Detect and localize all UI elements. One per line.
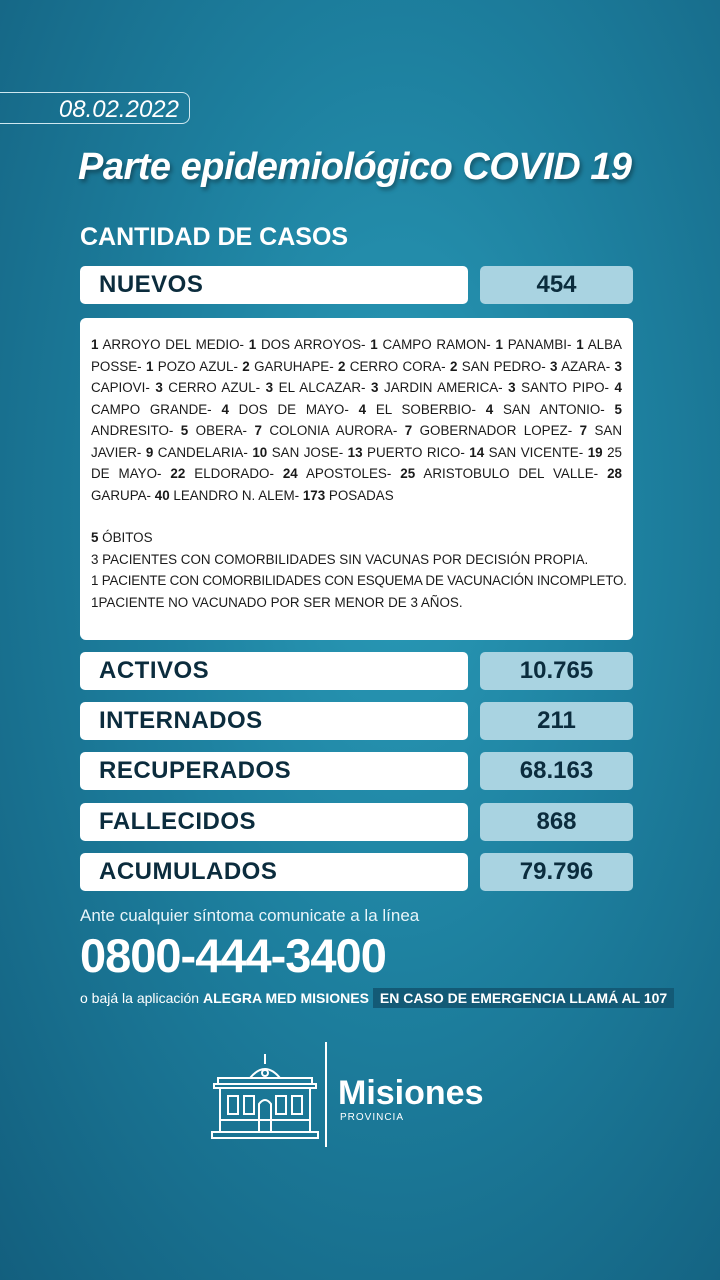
location-name: CAPIOVI- xyxy=(91,380,156,395)
location-count: 2 xyxy=(449,358,458,374)
location-name: AZARA- xyxy=(557,358,615,374)
locations-list xyxy=(91,334,622,506)
nuevos-row xyxy=(80,266,633,304)
emergency-notice: EN CASO DE EMERGENCIA LLAMÁ AL 107 xyxy=(373,988,674,1008)
misiones-logo xyxy=(210,1040,510,1150)
location-name: DOS ARROYOS- xyxy=(256,337,371,352)
location-count: 25 xyxy=(400,466,416,481)
location-name: ALBA POSSE- xyxy=(91,337,622,374)
location-name: SAN PEDRO- xyxy=(457,358,551,374)
location-entry xyxy=(146,359,242,374)
location-entry xyxy=(469,445,587,460)
location-count: 24 xyxy=(282,466,298,481)
location-entry xyxy=(283,466,400,481)
location-name: APOSTOLES- xyxy=(297,466,401,481)
location-name: COLONIA AURORA- xyxy=(261,423,405,438)
location-count: 14 xyxy=(469,444,485,460)
location-count: 19 xyxy=(587,444,603,460)
stat-row-activos xyxy=(80,652,633,690)
nuevos-value: 454 xyxy=(480,266,633,304)
stat-label: INTERNADOS xyxy=(80,702,468,740)
location-count: 1 xyxy=(495,337,503,352)
location-count: 173 xyxy=(302,487,326,503)
location-name: SAN VICENTE- xyxy=(484,444,588,460)
location-name: JARDIN AMERICA- xyxy=(378,380,509,395)
location-name: SANTO PIPO- xyxy=(515,380,615,395)
location-name: CAMPO RAMON- xyxy=(377,337,496,352)
location-count: 3 xyxy=(371,380,379,395)
location-count: 3 xyxy=(550,358,558,374)
location-count: 1 xyxy=(91,337,99,352)
location-entry xyxy=(170,466,282,481)
location-name: SAN JOSE- xyxy=(267,444,348,460)
stat-value: 868 xyxy=(480,803,633,841)
obitos-label: ÓBITOS xyxy=(98,530,153,545)
location-entry xyxy=(254,423,404,438)
location-name: CAMPO GRANDE- xyxy=(91,401,222,417)
logo-subtitle: PROVINCIA xyxy=(340,1112,405,1123)
obitos-line: 3 PACIENTES CON COMORBILIDADES SIN VACUNAS POR DECISIÓN PROPIA. xyxy=(91,551,589,567)
section-subtitle: CANTIDAD DE CASOS xyxy=(80,223,349,251)
location-entry xyxy=(181,423,255,438)
date-badge xyxy=(0,92,190,124)
location-name: POZO AZUL- xyxy=(153,358,243,374)
stat-label: ACTIVOS xyxy=(80,652,468,690)
government-house-icon xyxy=(210,1048,320,1148)
stat-label: ACUMULADOS xyxy=(80,853,468,891)
location-entry xyxy=(359,402,486,417)
location-count: 10 xyxy=(252,444,268,460)
location-entry xyxy=(155,380,265,395)
location-entry xyxy=(400,466,607,481)
hotline-phone[interactable]: 0800-444-3400 xyxy=(80,929,386,982)
location-name: ELDORADO- xyxy=(185,466,283,481)
location-name: ARISTOBULO DEL VALLE- xyxy=(415,466,608,481)
app-prefix: o bajá la aplicación xyxy=(80,990,203,1006)
location-count: 4 xyxy=(485,401,494,417)
location-count: 4 xyxy=(358,401,367,417)
location-name: EL SOBERBIO- xyxy=(366,401,486,417)
location-entry xyxy=(252,445,347,460)
location-entry xyxy=(486,402,615,417)
location-count: 2 xyxy=(242,358,250,374)
location-name: CERRO AZUL- xyxy=(162,380,266,395)
location-entry xyxy=(155,488,303,503)
location-count: 4 xyxy=(614,380,622,395)
stat-value: 211 xyxy=(480,702,633,740)
location-name: EL ALCAZAR- xyxy=(273,380,372,395)
logo-name: Misiones xyxy=(338,1074,484,1112)
location-entry xyxy=(371,380,508,395)
location-entry xyxy=(550,359,614,374)
location-name: POSADAS xyxy=(325,487,394,503)
obitos-line: 1PACIENTE NO VACUNADO POR SER MENOR DE 3 AÑOS. xyxy=(91,594,463,610)
obitos-line: 1 PACIENTE CON COMORBILIDADES CON ESQUEMA DE VACUNACIÓN INCOMPLETO. xyxy=(91,573,627,588)
logo-divider xyxy=(325,1042,327,1147)
date-text: 08.02.2022 xyxy=(58,96,179,123)
location-name: GOBERNADOR LOPEZ- xyxy=(412,423,580,438)
location-name: CANDELARIA- xyxy=(153,444,253,460)
location-count: 3 xyxy=(265,380,274,395)
location-name: ARROYO DEL MEDIO- xyxy=(98,337,249,352)
location-entry xyxy=(303,488,394,503)
stat-value: 79.796 xyxy=(480,853,633,891)
location-name: LEANDRO N. ALEM- xyxy=(169,487,303,503)
location-name: DOS DE MAYO- xyxy=(228,401,359,417)
cases-detail-card xyxy=(80,318,633,640)
location-count: 3 xyxy=(155,380,163,395)
location-count: 1 xyxy=(145,358,154,374)
stat-row-fallecidos xyxy=(80,803,633,841)
location-name: SAN ANTONIO- xyxy=(493,401,615,417)
location-entry xyxy=(146,445,252,460)
location-entry xyxy=(405,423,580,438)
stat-value: 10.765 xyxy=(480,652,633,690)
location-entry xyxy=(370,337,495,352)
location-count: 7 xyxy=(404,423,413,438)
location-count: 22 xyxy=(170,466,186,481)
location-count: 3 xyxy=(614,358,622,374)
location-count: 5 xyxy=(180,423,189,438)
obitos-title xyxy=(91,527,622,549)
location-count: 7 xyxy=(579,423,588,438)
location-count: 3 xyxy=(508,380,516,395)
page-title: Parte epidemiológico COVID 19 xyxy=(78,146,632,188)
location-name: SAN JAVIER- xyxy=(91,423,623,460)
location-count: 40 xyxy=(154,487,170,503)
stat-value: 68.163 xyxy=(480,752,633,790)
location-name: PANAMBI- xyxy=(502,337,577,352)
stat-label: FALLECIDOS xyxy=(80,803,468,841)
stat-row-acumulados xyxy=(80,853,633,891)
location-entry xyxy=(508,380,614,395)
obitos-count: 5 xyxy=(91,530,99,545)
stat-label: RECUPERADOS xyxy=(80,752,468,790)
location-name: OBERA- xyxy=(188,423,255,438)
location-name: PUERTO RICO- xyxy=(362,444,470,460)
location-count: 7 xyxy=(254,423,262,438)
hotline-hint: Ante cualquier síntoma comunicate a la línea xyxy=(80,906,420,925)
location-entry xyxy=(221,402,358,417)
location-entry xyxy=(242,359,338,374)
nuevos-label: NUEVOS xyxy=(80,266,468,304)
location-entry xyxy=(338,359,450,374)
location-count: 4 xyxy=(221,401,229,417)
location-count: 2 xyxy=(338,358,346,374)
location-count: 1 xyxy=(576,337,584,352)
location-count: 13 xyxy=(347,444,363,460)
location-name: GARUPA- xyxy=(91,487,155,503)
location-count: 9 xyxy=(145,444,154,460)
location-count: 1 xyxy=(248,337,257,352)
location-name: CERRO CORA- xyxy=(345,358,450,374)
location-name: ANDRESITO- xyxy=(91,423,181,438)
location-name: 25 DE MAYO- xyxy=(91,444,622,481)
location-count: 1 xyxy=(370,337,378,352)
location-entry xyxy=(91,337,249,352)
stat-row-recuperados xyxy=(80,752,633,790)
location-count: 5 xyxy=(614,401,622,417)
location-name: GARUHAPE- xyxy=(249,358,339,374)
location-entry xyxy=(348,445,470,460)
location-count: 28 xyxy=(607,466,622,481)
location-entry xyxy=(266,380,371,395)
location-entry xyxy=(495,337,576,352)
app-info xyxy=(80,988,674,1008)
location-entry xyxy=(249,337,371,352)
stat-row-internados xyxy=(80,702,633,740)
location-entry xyxy=(450,359,550,374)
app-name: ALEGRA MED MISIONES xyxy=(202,990,369,1006)
